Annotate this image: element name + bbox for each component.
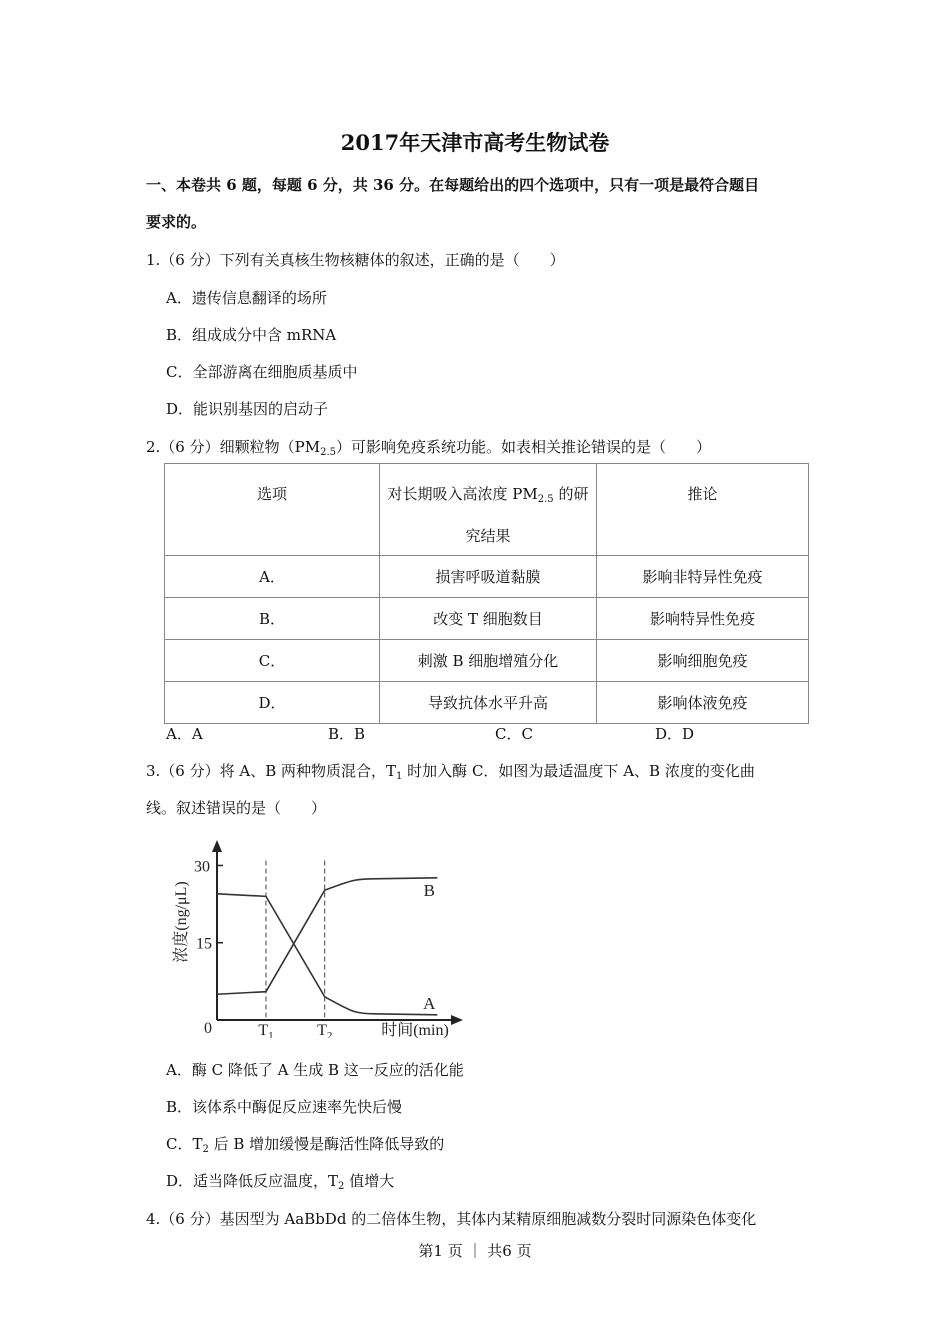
question-1-stem: 1.（6 分）下列有关真核生物核糖体的叙述，正确的是（ ） — [146, 251, 565, 269]
curve-a-label: A — [423, 993, 436, 1013]
question-2-answer-a: A．A — [166, 725, 203, 743]
question-2-table — [164, 463, 809, 724]
x-axis-label: 时间(min) — [381, 1022, 449, 1038]
x-axis-arrow — [451, 1015, 463, 1025]
table-header-inference: 推论 — [597, 464, 809, 556]
question-1-option-a: A．遗传信息翻译的场所 — [166, 289, 327, 307]
page-title: 2017年天津市高考生物试卷 — [340, 130, 610, 155]
table-cell: 影响非特异性免疫 — [597, 556, 809, 598]
y-tick-label-0: 0 — [204, 1020, 212, 1037]
question-3-stem: 3.（6 分）将 A、B 两种物质混合，$T_1$ 时加入酶 C．如图为最适温度下 A、B 浓度的变化曲 — [146, 762, 755, 782]
question-2-answer-b: B．B — [328, 725, 366, 743]
curve-a — [217, 894, 437, 1015]
table-cell: 影响细胞免疫 — [597, 640, 809, 682]
x-tick-label-t2: $T_2$ — [317, 1022, 333, 1038]
curve-b-label: B — [423, 880, 435, 900]
question-2-stem: 2.（6 分）细颗粒物$(PM_{2.5})$可影响免疫系统功能。如表相关推论错误的是（ ） — [146, 438, 711, 458]
question-2-answer-d: D．D — [655, 725, 695, 743]
table-row — [165, 640, 809, 682]
table-cell: 改变 T 细胞数目 — [380, 598, 597, 640]
table-cell: 导致抗体水平升高 — [380, 682, 597, 724]
question-3-option-c: C．$T_2$ 后 B 增加缓慢是酶活性降低导致的 — [166, 1135, 445, 1155]
question-1-option-b: B．组成成分中含 mRNA — [166, 326, 337, 344]
y-tick-label-30: 30 — [194, 858, 210, 876]
table-cell: A． — [165, 556, 380, 598]
question-3-option-a: A．酶 C 降低了 A 生成 B 这一反应的活化能 — [166, 1061, 464, 1079]
question-3-option-d: D．适当降低反应温度，$T_2$ 值增大 — [166, 1172, 395, 1192]
question-2-answer-c: C．C — [495, 725, 533, 743]
table-row — [165, 682, 809, 724]
question-4-stem: 4.（6 分）基因型为 AaBbDd 的二倍体生物，其体内某精原细胞减数分裂时同源染色体变化 — [146, 1210, 757, 1228]
table-cell: 影响特异性免疫 — [597, 598, 809, 640]
page-footer: 第1 页 ｜ 共6 页 — [418, 1242, 532, 1260]
table-header-option: 选项 — [165, 464, 380, 556]
question-1-option-c: C．全部游离在细胞质基质中 — [166, 363, 358, 381]
table-header-row — [165, 464, 809, 556]
question-1-option-d: D．能识别基因的启动子 — [166, 400, 329, 418]
concentration-chart — [160, 838, 470, 1038]
table-row — [165, 556, 809, 598]
table-row — [165, 598, 809, 640]
table-cell: 影响体液免疫 — [597, 682, 809, 724]
y-tick-label-15: 15 — [196, 935, 212, 953]
question-3-stem-line2: 线。叙述错误的是（ ） — [146, 799, 327, 817]
x-tick-label-t1: $T_1$ — [258, 1022, 274, 1038]
section-instruction-line2: 要求的。 — [146, 213, 207, 231]
table-cell: 刺激 B 细胞增殖分化 — [380, 640, 597, 682]
table-cell: B． — [165, 598, 380, 640]
y-axis-arrow — [212, 840, 222, 852]
question-3-option-b: B．该体系中酶促反应速率先快后慢 — [166, 1098, 403, 1116]
section-instruction-line1: 一、本卷共 6 题，每题 6 分，共 36 分。在每题给出的四个选项中，只有一项是最符合题目 — [146, 176, 760, 194]
table-header-result: 对长期吸入高浓度 $PM_{2.5}$ 的研究结果 — [380, 464, 597, 556]
table-cell: 损害呼吸道黏膜 — [380, 556, 597, 598]
table-cell: C． — [165, 640, 380, 682]
table-cell: D． — [165, 682, 380, 724]
y-axis-label: 浓度(ng/μL) — [173, 881, 190, 963]
